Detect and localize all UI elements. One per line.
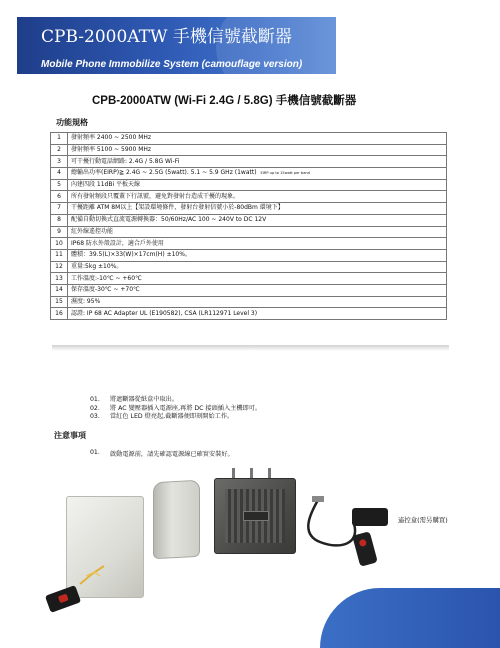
spec-text: 發射頻率 5100 ~ 5900 MHz [71, 146, 152, 154]
spec-row [51, 191, 447, 203]
spec-cell [68, 156, 447, 168]
spec-number: 9 [51, 226, 68, 238]
spec-number: 11 [51, 249, 68, 261]
spec-row [51, 273, 447, 285]
spec-cell [68, 261, 447, 273]
document-title: CPB-2000ATW (Wi-Fi 2.4G / 5.8G) 手機信號截斷器 [92, 95, 357, 107]
spec-text: 濕度: 95% [71, 297, 101, 305]
step-item [90, 396, 261, 405]
spec-cell [68, 144, 447, 156]
spec-row [51, 261, 447, 273]
spec-number: 5 [51, 179, 68, 191]
step-item [90, 405, 261, 414]
panel-jammer-side-image [153, 480, 200, 559]
spec-text: 紅外線遙控功能 [71, 227, 114, 235]
spec-row [51, 296, 447, 308]
spec-number: 6 [51, 191, 68, 203]
spec-cell [68, 296, 447, 308]
spec-cell [68, 308, 447, 320]
remote-button [58, 594, 69, 604]
caution-number: 01. [90, 449, 100, 456]
caution-heading: 注意事項 [54, 431, 86, 440]
spec-number: 1 [51, 133, 68, 145]
caution-item [90, 449, 234, 458]
spec-number: 12 [51, 261, 68, 273]
spec-cell [68, 249, 447, 261]
spec-text: 所有發射頻段只覆蓋下行訊號，避免對發射台造成干擾的現象。 [71, 192, 240, 200]
spec-cell [68, 214, 447, 226]
spec-row [51, 284, 447, 296]
spec-row [51, 249, 447, 261]
spec-row [51, 226, 447, 238]
spec-number: 8 [51, 214, 68, 226]
step-item [90, 413, 261, 422]
spec-text: IP68 防水外殼設計，適合戶外使用 [71, 239, 164, 247]
spec-cell [68, 191, 447, 203]
spec-number: 16 [51, 308, 68, 320]
spec-cell [68, 273, 447, 285]
step-number: 02. [90, 404, 100, 412]
card-remote-image [45, 585, 81, 613]
spec-heading: 功能規格 [56, 118, 88, 127]
spec-cell [68, 238, 447, 250]
step-text: 將 AC 變壓器插入電源座,再將 DC 接頭插入主機即可。 [110, 404, 262, 412]
spec-number: 13 [51, 273, 68, 285]
table-shadow [52, 345, 449, 351]
spec-row [51, 156, 447, 168]
spec-number: 15 [51, 296, 68, 308]
spec-row [51, 214, 447, 226]
spec-text: 認證: IP 68 AC Adapter UL (E190582), CSA (LR112971 Level 3) [71, 309, 258, 317]
remote-caption: 遙控盒(需另購買) [398, 516, 448, 524]
spec-text: 重量:5kg ±10%。 [71, 262, 123, 270]
antenna-connector [268, 468, 271, 478]
spec-text: 工作溫度:-10℃ ~ +60℃ [71, 274, 142, 282]
spec-cell [68, 226, 447, 238]
spec-text: 發射頻率 2400 ~ 2500 MHz [71, 134, 152, 142]
spec-text: 體積：39.5(L)×33(W)×17cm(H) ±10%。 [71, 251, 191, 259]
spec-text: 可干擾行動電話網路: 2.4G / 5.8G Wi-Fi [71, 157, 180, 165]
spec-cell [68, 168, 447, 180]
spec-cell [68, 284, 447, 296]
spec-cell [68, 133, 447, 145]
spec-note: EIRP up to 15watt per band [260, 171, 310, 176]
spec-row [51, 238, 447, 250]
spec-cell [68, 179, 447, 191]
step-number: 03. [90, 413, 100, 420]
spec-row [51, 144, 447, 156]
step-text: 當紅色 LED 燈亮起,截斷器便即刻開始工作。 [110, 413, 234, 420]
spec-table [50, 132, 447, 320]
step-number: 01. [90, 396, 100, 403]
spec-number: 3 [51, 156, 68, 168]
spec-text: 干擾距離 ATM 8M以上【架設環境條件，發射台發射信號小於-80dBm 環境下】 [71, 204, 284, 212]
spec-text: 總輸出功率(EIRP)≧ 2.4G ~ 2.5G (5watt). 5.1 ~ 5.9 GHz (1watt) [71, 169, 257, 177]
signal-spark-icon [78, 564, 106, 586]
spec-text: 配備自動切換式直流電源轉換器：50/60Hz/AC 100 ~ 240V to DC 12V [71, 216, 267, 224]
spec-row [51, 308, 447, 320]
antenna-connector [232, 468, 235, 478]
spec-row [51, 203, 447, 215]
spec-row [51, 179, 447, 191]
banner-subtitle: Mobile Phone Immobilize System (camouflage version) [41, 59, 303, 70]
spec-number: 14 [51, 284, 68, 296]
step-text: 將遮斷器從紙盒中取出。 [110, 396, 179, 403]
spec-text: 保存溫度-30℃ ~ +70℃ [71, 286, 140, 294]
footer-decoration [320, 588, 500, 648]
spec-number: 10 [51, 238, 68, 250]
antenna-connector [250, 468, 253, 478]
spec-row [51, 133, 447, 145]
adapter-box-image [352, 508, 388, 526]
spec-text: 內建四段 11dBi 平板天線 [71, 181, 141, 189]
header-banner [17, 17, 336, 74]
remote-button [359, 539, 368, 548]
spec-cell [68, 203, 447, 215]
install-steps [90, 396, 261, 422]
spec-number: 4 [51, 168, 68, 180]
device-label [243, 511, 269, 521]
caution-text: 啟動電源前，請先確認電源線已確實安裝好。 [110, 451, 234, 458]
spec-number: 2 [51, 144, 68, 156]
banner-title: CPB-2000ATW 手機信號截斷器 [41, 27, 292, 47]
spec-number: 7 [51, 203, 68, 215]
ip68-jammer-image [214, 478, 296, 554]
spec-row [51, 168, 447, 180]
